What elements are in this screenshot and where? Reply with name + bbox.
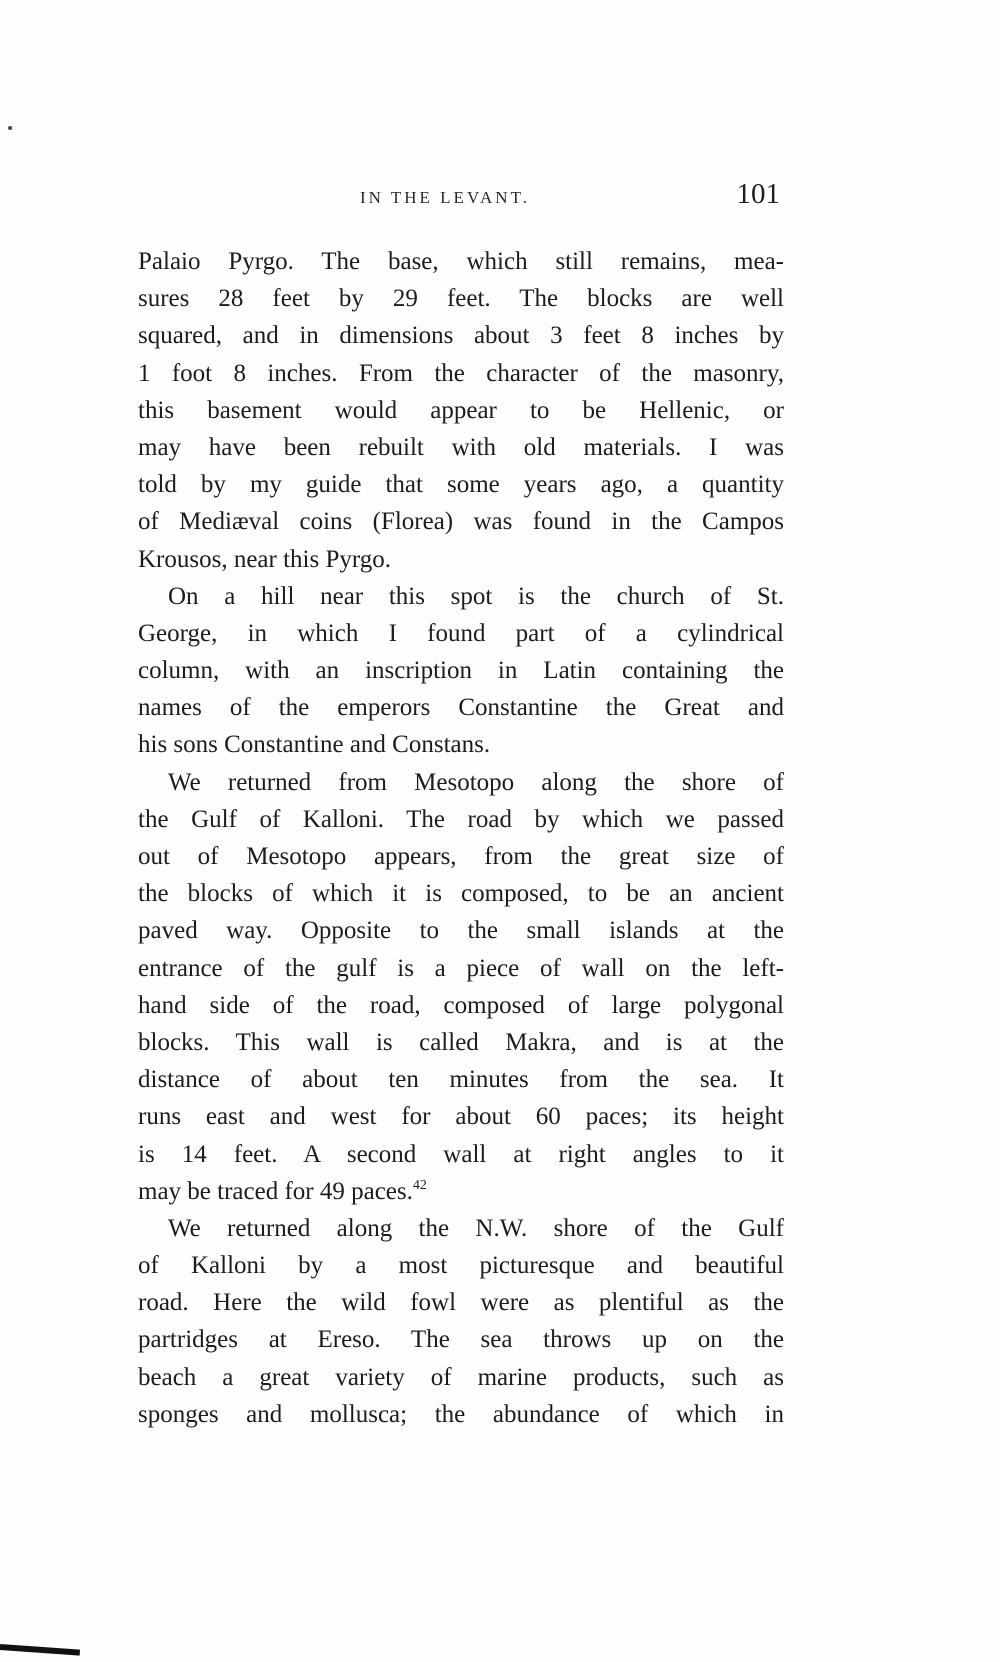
text-line: squared, and in dimensions about 3 feet 8 inches by	[138, 322, 784, 350]
text-line: paved way. Opposite to the small islands at the	[138, 917, 784, 945]
text-line: may be traced for 49 paces.	[138, 1177, 413, 1205]
text-line: sures 28 feet by 29 feet. The blocks are well	[138, 285, 784, 313]
text-line: is 14 feet. A second wall at right angles to it	[138, 1140, 784, 1168]
text-line: distance of about ten minutes from the sea. It	[138, 1066, 784, 1094]
text-line: On a hill near this spot is the church of St.	[168, 582, 784, 610]
text-line: We returned along the N.W. shore of the Gulf	[168, 1214, 784, 1242]
text-line: this basement would appear to be Hellenic, or	[138, 396, 784, 424]
text-line: Palaio Pyrgo. The base, which still remains, mea-	[138, 248, 784, 275]
footnote-reference: 42	[412, 1177, 427, 1193]
text-line: may have been rebuilt with old materials. I was	[138, 433, 784, 461]
text-line: We returned from Mesotopo along the shore of	[168, 768, 784, 796]
text-line: 1 foot 8 inches. From the character of the masonry,	[138, 359, 784, 387]
page-number: 101	[736, 178, 780, 210]
text-line: George, in which I found part of a cylindrical	[138, 619, 784, 647]
text-line: partridges at Ereso. The sea throws up on the	[138, 1326, 784, 1354]
text-line: names of the emperors Constantine the Great and	[138, 694, 784, 722]
text-line: told by my guide that some years ago, a quantity	[138, 471, 784, 499]
text-line: of Mediæval coins (Florea) was found in the Campos	[138, 508, 784, 536]
text-line: road. Here the wild fowl were as plentiful as the	[138, 1289, 784, 1317]
scan-edge-mark	[0, 1644, 80, 1656]
text-line: Krousos, near this Pyrgo.	[138, 545, 392, 573]
text-line: sponges and mollusca; the abundance of which in	[138, 1400, 784, 1428]
text-line: the blocks of which it is composed, to be an ancient	[138, 880, 784, 908]
text-line: hand side of the road, composed of large polygonal	[138, 991, 784, 1019]
text-line: the Gulf of Kalloni. The road by which we passed	[138, 805, 784, 833]
paragraph	[138, 1210, 784, 1433]
text-line: blocks. This wall is called Makra, and is at the	[138, 1028, 784, 1056]
scan-speck	[8, 126, 12, 130]
text-line: entrance of the gulf is a piece of wall on the left-	[138, 954, 784, 982]
text-line-with-footnote	[138, 1173, 784, 1210]
text-line: of Kalloni by a most picturesque and beautiful	[138, 1252, 784, 1280]
paragraph	[138, 243, 784, 578]
paragraph	[138, 578, 784, 764]
running-head: IN THE LEVANT.	[360, 188, 530, 207]
text-line: runs east and west for about 60 paces; its height	[138, 1103, 784, 1131]
paragraph	[138, 764, 784, 1210]
text-line: beach a great variety of marine products, such as	[138, 1363, 784, 1391]
text-line: his sons Constantine and Constans.	[138, 731, 491, 759]
body-text	[138, 243, 784, 1433]
text-line: out of Mesotopo appears, from the great size of	[138, 843, 784, 870]
text-line: column, with an inscription in Latin containing the	[138, 657, 784, 685]
page-header	[138, 178, 784, 228]
